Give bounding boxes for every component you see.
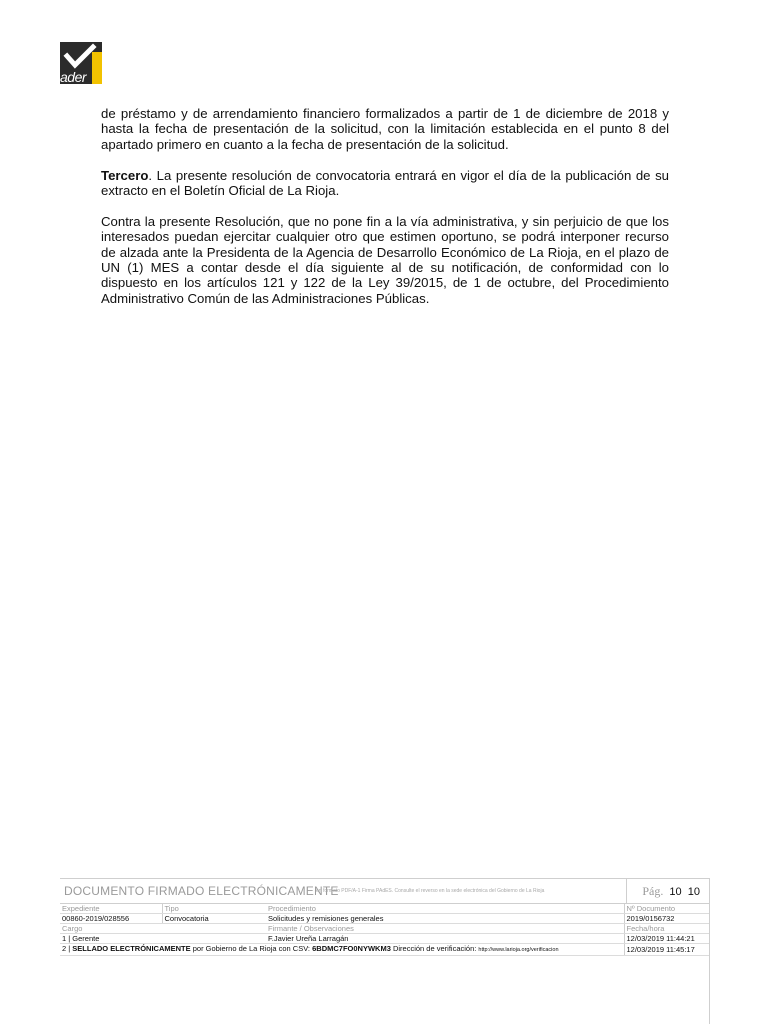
margin-line	[709, 878, 710, 1024]
signer-1-date: 12/03/2019 11:44:21	[624, 934, 710, 944]
row-number: 1	[62, 934, 67, 943]
paragraph-2-text: . La presente resolución de convocatoria entrará en vigor el día de la publicación de su extracto en el Boletín Oficial de La Rioja.	[101, 167, 669, 199]
csv-code: 6BDMC7FO0NYWKM3	[312, 944, 391, 953]
seal-row: 2 | SELLADO ELECTRÓNICAMENTE por Gobierno de La Rioja con CSV: 6BDMC7FO0NYWKM3 Dirección de verificación: http://www.larioja.org/verificacion	[60, 944, 624, 956]
signer-1-name: F.Javier Ureña Larragán	[266, 934, 624, 944]
page-total: 10	[687, 886, 700, 898]
paragraph-3: Contra la presente Resolución, que no pone fin a la vía administrativa, y sin perjuicio de que los interesados puedan ejercitar cualquier otro que estimen oportuno, se podrá interponer recurso de alzada ante la Presidenta de la Agencia de Desarrollo Económico de La Rioja, en el plazo de UN (1) MES a contar desde el día siguiente al de su notificación, de conformidad con lo dispuesto en los artículos 121 y 122 de la Ley 39/2015, de 1 de octubre, del Procedimiento Administrativo Común de las Administraciones Públicas.	[101, 213, 669, 306]
page-current: 10	[669, 886, 682, 898]
seal-date: 12/03/2019 11:45:17	[624, 944, 710, 956]
signature-table	[60, 904, 710, 956]
page-label: Pág.	[642, 884, 664, 898]
signed-title: DOCUMENTO FIRMADO ELECTRÓNICAMENTE	[64, 884, 339, 898]
table-row	[60, 934, 710, 944]
seal-label: SELLADO ELECTRÓNICAMENTE	[72, 944, 191, 953]
procedimiento-value: Solicitudes y remisiones generales	[266, 914, 624, 924]
footer-header	[60, 878, 710, 904]
label-cargo: Cargo	[60, 924, 162, 934]
seal-text: por Gobierno de La Rioja con CSV:	[190, 944, 313, 953]
table-row	[60, 914, 710, 924]
logo-wordmark: ader	[60, 69, 87, 85]
page-indicator	[626, 879, 710, 903]
paragraph-1: de préstamo y de arrendamiento financiero formalizados a partir de 1 de diciembre de 2018 y hasta la fecha de presentación de la solicitud, con la limitación establecida en el punto 8 del apartado primero en cuanto a la fecha de presentación de la solicitud.	[101, 106, 669, 152]
label-fecha: Fecha/hora	[624, 924, 710, 934]
ndocumento-value: 2019/0156732	[624, 914, 710, 924]
signature-footer	[60, 878, 710, 956]
label-ndocumento: Nº Documento	[624, 904, 710, 914]
document-body	[101, 106, 669, 322]
table-row	[60, 944, 710, 956]
signed-note: en formato PDF/A-1 Firma PAdES. Consulte el reverso en la sede electrónica del Gobierno de La Rioja	[316, 888, 545, 894]
row-number: 2	[62, 944, 67, 953]
tipo-value: Convocatoria	[162, 914, 266, 924]
table-row	[60, 904, 710, 914]
paragraph-2	[101, 168, 669, 199]
label-procedimiento: Procedimiento	[266, 904, 624, 914]
cargo-value: Gerente	[72, 934, 100, 943]
label-firmante: Firmante / Observaciones	[266, 924, 624, 934]
expediente-value: 00860-2019/028556	[60, 914, 162, 924]
verify-link[interactable]: http://www.larioja.org/verificacion	[478, 947, 559, 953]
ader-logo	[60, 42, 102, 84]
table-row	[60, 924, 710, 934]
label-tipo: Tipo	[162, 904, 266, 914]
signer-1-cargo: 1 | Gerente	[60, 934, 162, 944]
verify-label: Dirección de verificación:	[390, 944, 479, 953]
label-expediente: Expediente	[60, 904, 162, 914]
paragraph-2-heading: Tercero	[101, 167, 149, 183]
